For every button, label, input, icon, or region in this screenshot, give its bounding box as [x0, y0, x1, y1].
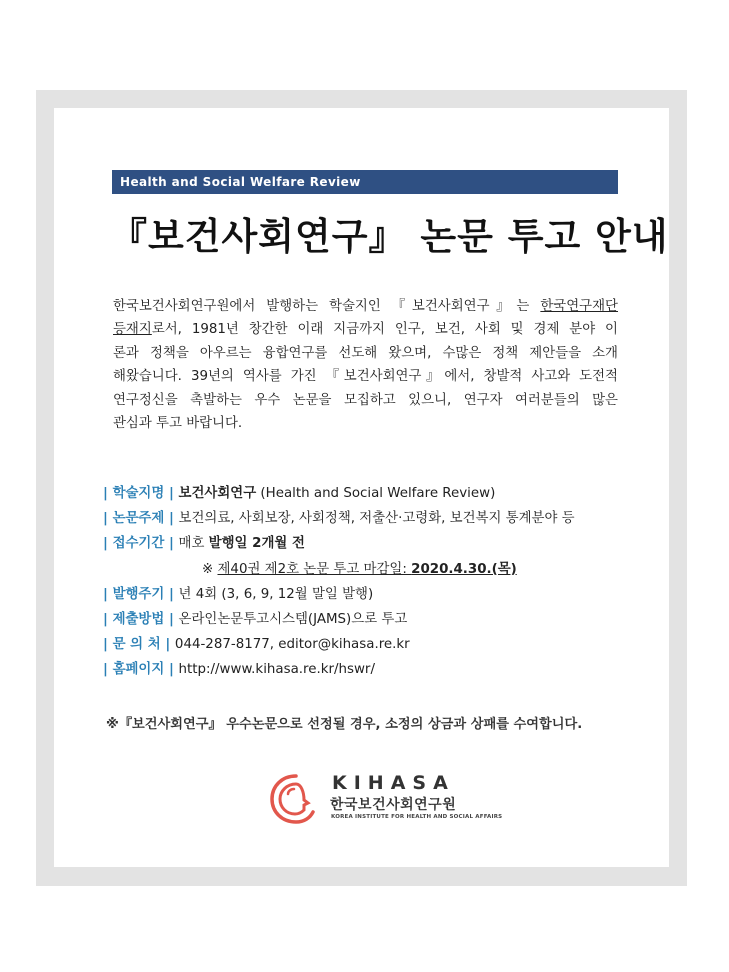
nrf-link-text: 한국연구재단	[540, 299, 618, 314]
info-value: (Health and Social Welfare Review)	[256, 486, 496, 501]
journal-banner: Health and Social Welfare Review	[112, 170, 618, 194]
info-label: 접수기간	[112, 536, 165, 552]
registered-journal-text: 등재지	[113, 322, 152, 338]
deadline-date: 2020.4.30.(목)	[411, 561, 517, 577]
info-label: 발행주기	[112, 586, 165, 602]
info-row-cycle: | 발행주기 | 년 4회 (3, 6, 9, 12월 말일 발행)	[103, 582, 643, 607]
homepage-link[interactable]: http://www.kihasa.re.kr/hswr/	[178, 662, 375, 678]
info-row-method: | 제출방법 | 온라인논문투고시스템(JAMS)으로 투고	[103, 607, 643, 632]
intro-line: 연구정신을 촉발하는 우수 논문을 모집하고 있으니, 연구자 여러분들의 많은	[113, 392, 618, 408]
logo-ko-text: 한국보건사회연구원	[330, 797, 457, 813]
info-row-deadline: ※ 제40권 제2호 논문 투고 마감일: 2020.4.30.(목)	[202, 561, 517, 577]
info-row-contact: | 문 의 처 | 044-287-8177, editor@kihasa.re.kr	[103, 632, 643, 657]
info-row-topic: | 논문주제 | 보건의료, 사회보장, 사회정책, 저출산·고령화, 보건복지 통계분야 등	[103, 506, 643, 531]
intro-line: 해왔습니다. 39년의 역사를 가진 『보건사회연구』에서, 창발적 사고와 도전적	[113, 369, 618, 385]
info-label: 학술지명	[112, 486, 165, 501]
info-value: 매호	[178, 536, 209, 552]
kihasa-emblem-icon	[266, 770, 326, 828]
info-value: 년 4회 (3, 6, 9, 12월 말일 발행)	[178, 586, 374, 602]
info-label: 홈페이지	[112, 662, 165, 678]
award-note: ※『보건사회연구』 우수논문으로 선정될 경우, 소정의 상금과 상패를 수여합니다.	[106, 717, 583, 732]
info-label: 제출방법	[112, 611, 165, 627]
intro-line: 론과 정책을 아우르는 융합연구를 선도해 왔으며, 수많은 정책 제안들을 소개	[113, 345, 618, 361]
info-label: 문 의 처	[112, 637, 161, 653]
info-value: 보건사회연구	[178, 486, 257, 501]
intro-line: 관심과 투고 바랍니다.	[113, 416, 243, 432]
intro-line: 한국보건사회연구원에서 발행하는 학술지인 『보건사회연구』는 한국연구재단	[113, 299, 618, 314]
info-list	[103, 481, 643, 683]
page-title: 『보건사회연구』 논문 투고 안내	[110, 215, 669, 258]
logo-sub-text: KOREA INSTITUTE FOR HEALTH AND SOCIAL AFFAIRS	[331, 814, 503, 820]
intro-paragraph	[113, 295, 618, 435]
info-label: 논문주제	[112, 511, 165, 527]
intro-line: 등재지로서, 1981년 창간한 이래 지금까지 인구, 보건, 사회 및 경제 분야 이	[113, 322, 618, 338]
contact-value[interactable]: 044-287-8177, editor@kihasa.re.kr	[174, 637, 410, 653]
logo-en-text: KIHASA	[332, 772, 455, 794]
info-row-period: | 접수기간 | 매호 발행일 2개월 전	[103, 531, 643, 556]
info-value: 보건의료, 사회보장, 사회정책, 저출산·고령화, 보건복지 통계분야 등	[178, 511, 575, 527]
info-value: 발행일 2개월 전	[208, 536, 305, 552]
deadline-text: 제40권 제2호 논문 투고 마감일:	[217, 561, 412, 577]
info-row-homepage: | 홈페이지 | http://www.kihasa.re.kr/hswr/	[103, 657, 643, 682]
kihasa-logo	[266, 770, 503, 828]
info-row-journal: | 학술지명 | 보건사회연구 (Health and Social Welfare Review)	[103, 481, 643, 506]
info-value: 온라인논문투고시스템(JAMS)으로 투고	[178, 611, 408, 627]
